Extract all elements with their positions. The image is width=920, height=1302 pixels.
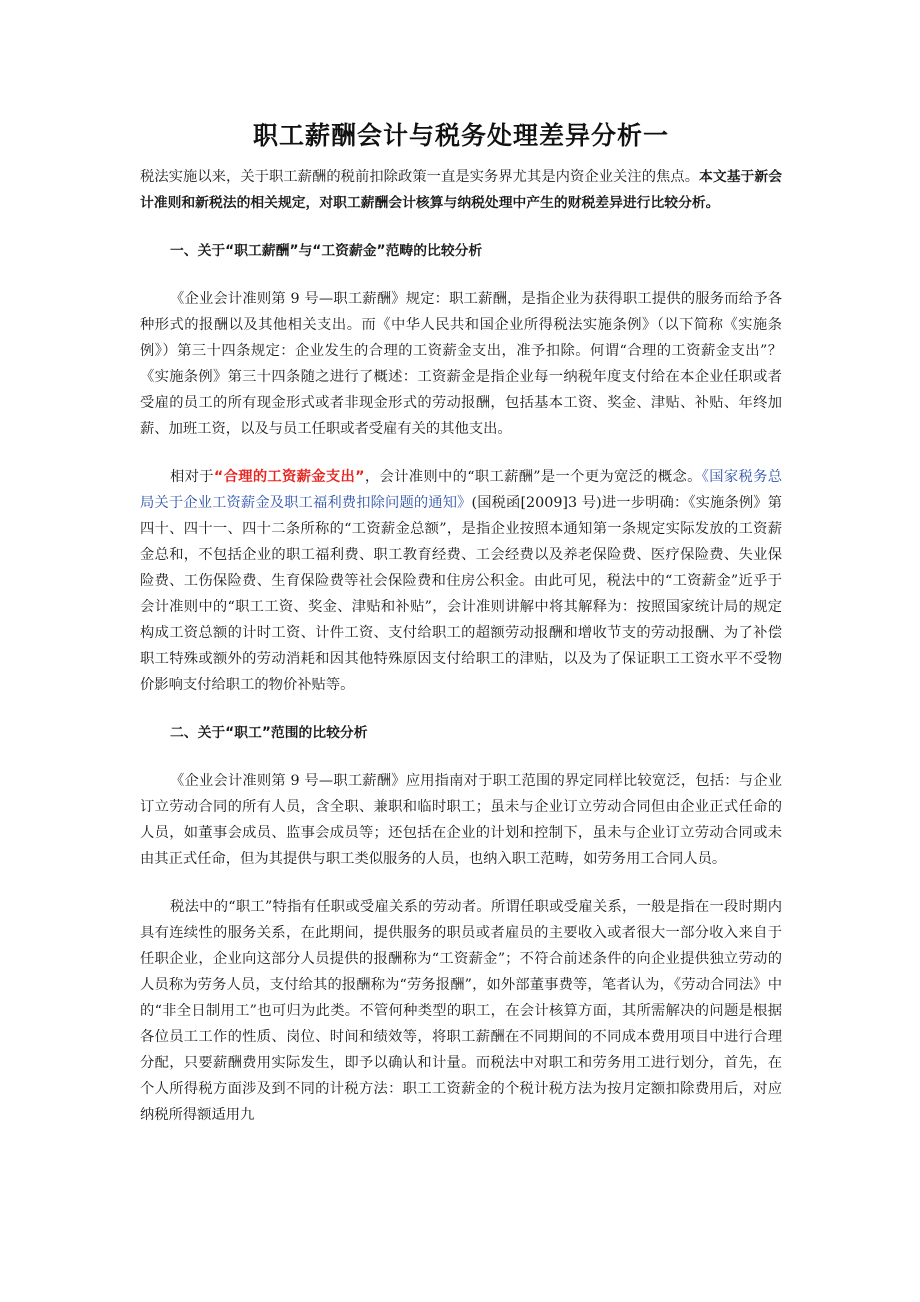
p2-highlight-text: “合理的工资薪金支出”: [213, 469, 365, 485]
section2-heading: 二、关于“职工”范围的比较分析: [170, 725, 368, 741]
intro-bold-text: 本文基于新会计准则和新税法的相关规定，对职工薪酬会计核算与纳税处理中产生的财税差异进行比较分析。: [140, 169, 782, 211]
p2-prefix-text: 相对于: [170, 469, 214, 485]
document-title: 职工薪酬会计与税务处理差异分析一: [252, 121, 669, 150]
section1-heading: 一、关于“职工薪酬”与“工资薪金”范畴的比较分析: [170, 243, 483, 259]
section1-paragraph-1: 《企业会计准则第 9 号—职工薪酬》规定：职工薪酬，是指企业为获得职工提供的服务而给予各种形式的报酬以及其他相关支出。而《中华人民共和国企业所得税法实施条例》（以下简称《实施条例》）第三十四条规定：企业发生的合理的工资薪金支出，准予扣除。何谓“合理的工资薪金支出”？《实施条例》第三十四条随之进行了概述：工资薪金是指企业每一纳税年度支付给在本企业任职或者受雇的员工的所有现金形式或者非现金形式的劳动报酬，包括基本工资、奖金、津贴、补贴、年终加薪、加班工资，以及与员工任职或者受雇有关的其他支出。: [140, 291, 782, 437]
section1-paragraph-2: [140, 464, 782, 698]
p2-suffix-text: (国税函[2009]3 号)进一步明确：《实施条例》第四十、四十一、四十二条所称的“工资薪金总额”，是指企业按照本通知第一条规定实际发放的工资薪金总和，不包括企业的职工福利费、职工教育经费、工会经费以及养老保险费、医疗保险费、失业保险费、工伤保险费、生育保险费等社会保险费和住房公积金。由此可见，税法中的“工资薪金”近乎于会计准则中的“职工工资、奖金、津贴和补贴”，会计准则讲解中将其解释为：按照国家统计局的规定构成工资总额的计时工资、计件工资、支付给职工的超额劳动报酬和增收节支的劳动报酬、为了补偿职工特殊或额外的劳动消耗和因其他特殊原因支付给职工的津贴，以及为了保证职工工资水平不受物价影响支付给职工的物价补贴等。: [140, 495, 782, 693]
intro-paragraph: [140, 164, 782, 216]
section2-paragraph-2: 税法中的“职工”特指有任职或受雇关系的劳动者。所谓任职或受雇关系，一般是指在一段时期内具有连续性的服务关系，在此期间，提供服务的职员或者雇员的主要收入或者很大一部分收入来自于任职企业，企业向这部分人员提供的报酬称为“工资薪金”；不符合前述条件的向企业提供独立劳动的人员称为劳务人员，支付给其的报酬称为“劳务报酬”，如外部董事费等，笔者认为，《劳动合同法》中的“非全日制用工”也可归为此类。不管何种类型的职工，在会计核算方面，其所需解决的问题是根据各位员工工作的性质、岗位、时间和绩效等，将职工薪酬在不同期间的不同成本费用项目中进行合理分配，只要薪酬费用实际发生，即予以确认和计量。而税法中对职工和劳务用工进行划分，首先，在个人所得税方面涉及到不同的计税方法：职工工资薪金的个税计税方法为按月定额扣除费用后，对应纳税所得额适用九: [140, 899, 782, 1123]
section2-paragraph-1: 《企业会计准则第 9 号—职工薪酬》应用指南对于职工范围的界定同样比较宽泛，包括：与企业订立劳动合同的所有人员，含全职、兼职和临时职工；虽未与企业订立劳动合同但由企业正式任命的人员，如董事会成员、监事会成员等；还包括在企业的计划和控制下，虽未与企业订立劳动合同或未由其正式任命，但为其提供与职工类似服务的人员，也纳入职工范畴，如劳务用工合同人员。: [140, 773, 782, 867]
p2-mid-text: ，会计准则中的“职工薪酬”是一个更为宽泛的概念。: [364, 469, 702, 485]
intro-normal-text: 税法实施以来，关于职工薪酬的税前扣除政策一直是实务界尤其是内资企业关注的焦点。: [140, 169, 700, 185]
notice-link[interactable]: 《国家税务总局关于企业工资薪金及职工福利费扣除问题的通知》: [140, 469, 782, 511]
